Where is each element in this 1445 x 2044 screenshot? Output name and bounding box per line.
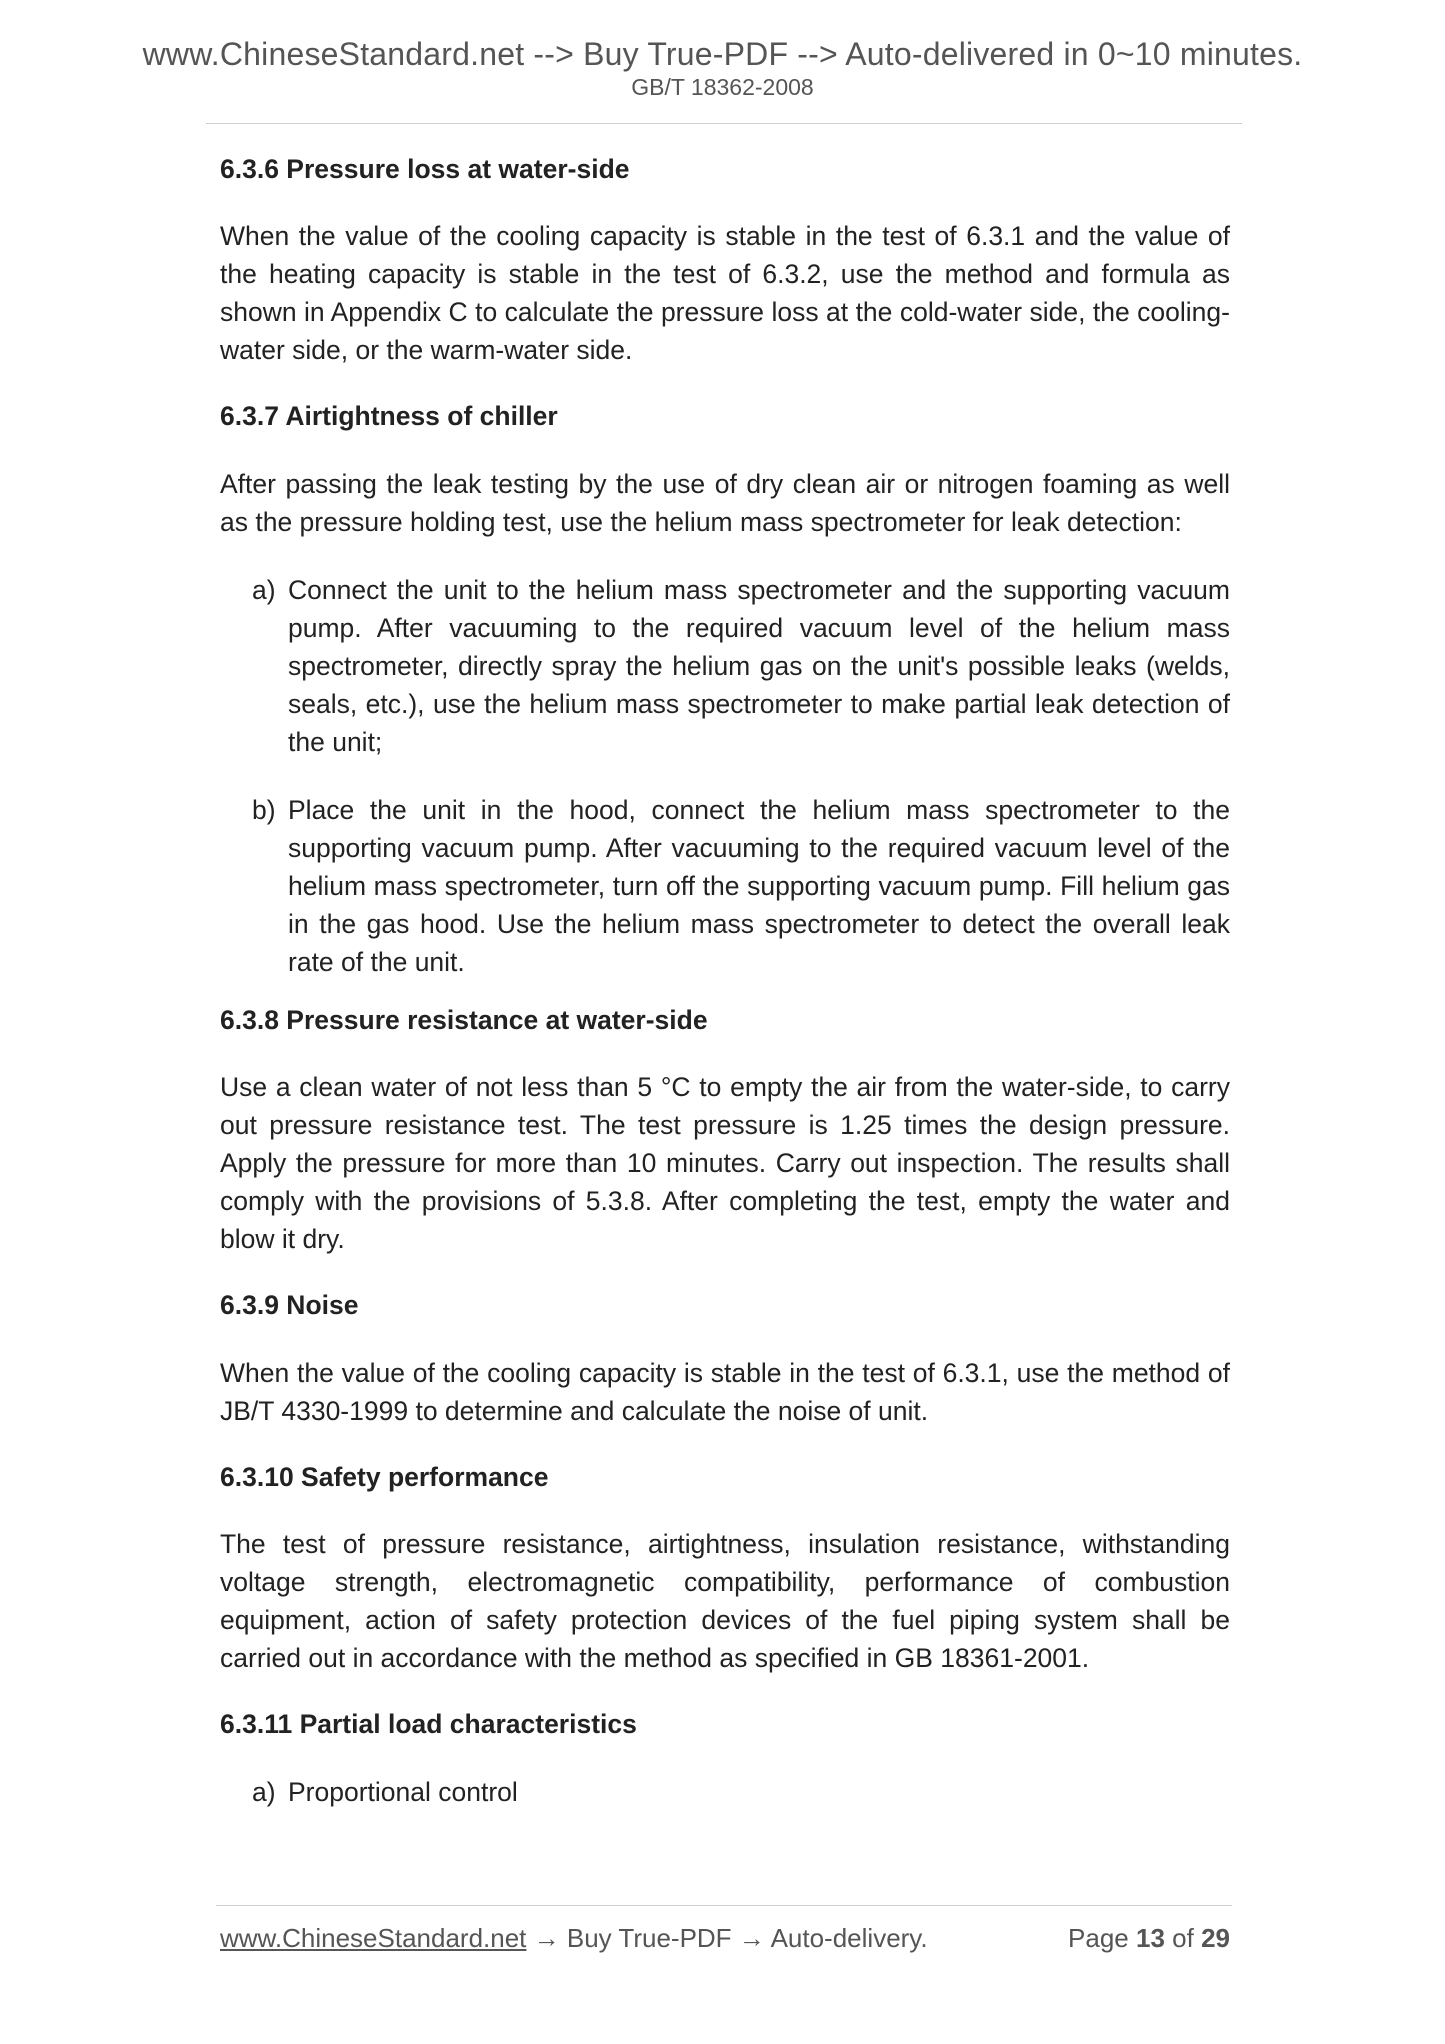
top-banner: www.ChineseStandard.net --> Buy True-PDF --> Auto-delivered in 0~10 minutes. — [142, 36, 1303, 72]
footer-tagline: → Buy True-PDF → Auto-delivery. — [526, 1923, 928, 1953]
footer-site-link[interactable]: www.ChineseStandard.net — [220, 1923, 527, 1953]
section-paragraph-6-3-10: The test of pressure resistance, airtightness, insulation resistance, withstanding voltage strength, electromagnetic compatibility, performance of combustion equipment, action of safety protection devices of the fuel piping system shall be carried out in accordance with the method as specified in GB 18361-2001. — [220, 1529, 1230, 1674]
list-item — [220, 791, 1230, 981]
list-item — [220, 1773, 1230, 1811]
list-marker: a) — [252, 1776, 276, 1807]
list-item-text: Place the unit in the hood, connect the helium mass spectrometer to the supporting vacuum pump. After vacuuming to the required vacuum level of the helium mass spectrometer, turn off the supporting vacuum pump. Fill helium gas in the gas hood. Use the helium mass spectrometer to detect the overall leak rate of the unit. — [288, 794, 1230, 977]
page-of-label: of — [1172, 1923, 1194, 1953]
section-paragraph-6-3-9: When the value of the cooling capacity is stable in the test of 6.3.1, use the method of JB/T 4330-1999 to determine and calculate the noise of unit. — [220, 1357, 1230, 1426]
page-footer — [220, 1922, 1230, 1956]
page-indicator — [1068, 1922, 1230, 1956]
page-label: Page — [1068, 1923, 1129, 1953]
section-heading-6-3-9: 6.3.9 Noise — [220, 1290, 359, 1321]
section-paragraph-6-3-8: Use a clean water of not less than 5 °C to empty the air from the water-side, to carry out pressure resistance test. The test pressure is 1.25 times the design pressure. Apply the pressure for more than 10 minutes. Carry out inspection. The results shall comply with the provisions of 5.3.8. After completing the test, empty the water and blow it dry. — [220, 1072, 1230, 1255]
section-heading-6-3-7: 6.3.7 Airtightness of chiller — [220, 401, 558, 432]
list-marker: a) — [252, 574, 276, 605]
section-heading-6-3-10: 6.3.10 Safety performance — [220, 1461, 549, 1492]
list-item — [220, 571, 1230, 761]
document-code: GB/T 18362-2008 — [631, 74, 814, 100]
section-paragraph-6-3-7: After passing the leak testing by the use of dry clean air or nitrogen foaming as well as the pressure holding test, use the helium mass spectrometer for leak detection: — [220, 468, 1230, 537]
page-content — [220, 152, 1230, 1841]
list-item-text: Connect the unit to the helium mass spectrometer and the supporting vacuum pump. After vacuuming to the required vacuum level of the helium mass spectrometer, directly spray the helium gas on the unit's possible leaks (welds, seals, etc.), use the helium mass spectrometer to make partial leak detection of the unit; — [288, 574, 1230, 757]
list-marker: b) — [252, 794, 276, 825]
section-heading-6-3-11: 6.3.11 Partial load characteristics — [220, 1709, 637, 1740]
header-divider — [206, 123, 1242, 124]
page-total: 29 — [1201, 1923, 1230, 1953]
section-heading-6-3-8: 6.3.8 Pressure resistance at water-side — [220, 1004, 708, 1035]
section-heading-6-3-6: 6.3.6 Pressure loss at water-side — [220, 154, 630, 184]
footer-divider — [216, 1905, 1232, 1906]
section-paragraph-6-3-6: When the value of the cooling capacity is stable in the test of 6.3.1 and the value of the heating capacity is stable in the test of 6.3.2, use the method and formula as shown in Appendix C to calculate the pressure loss at the cold-water side, the cooling-water side, or the warm-water side. — [220, 221, 1230, 366]
list-item-text: Proportional control — [288, 1776, 518, 1807]
page-number: 13 — [1136, 1923, 1165, 1953]
